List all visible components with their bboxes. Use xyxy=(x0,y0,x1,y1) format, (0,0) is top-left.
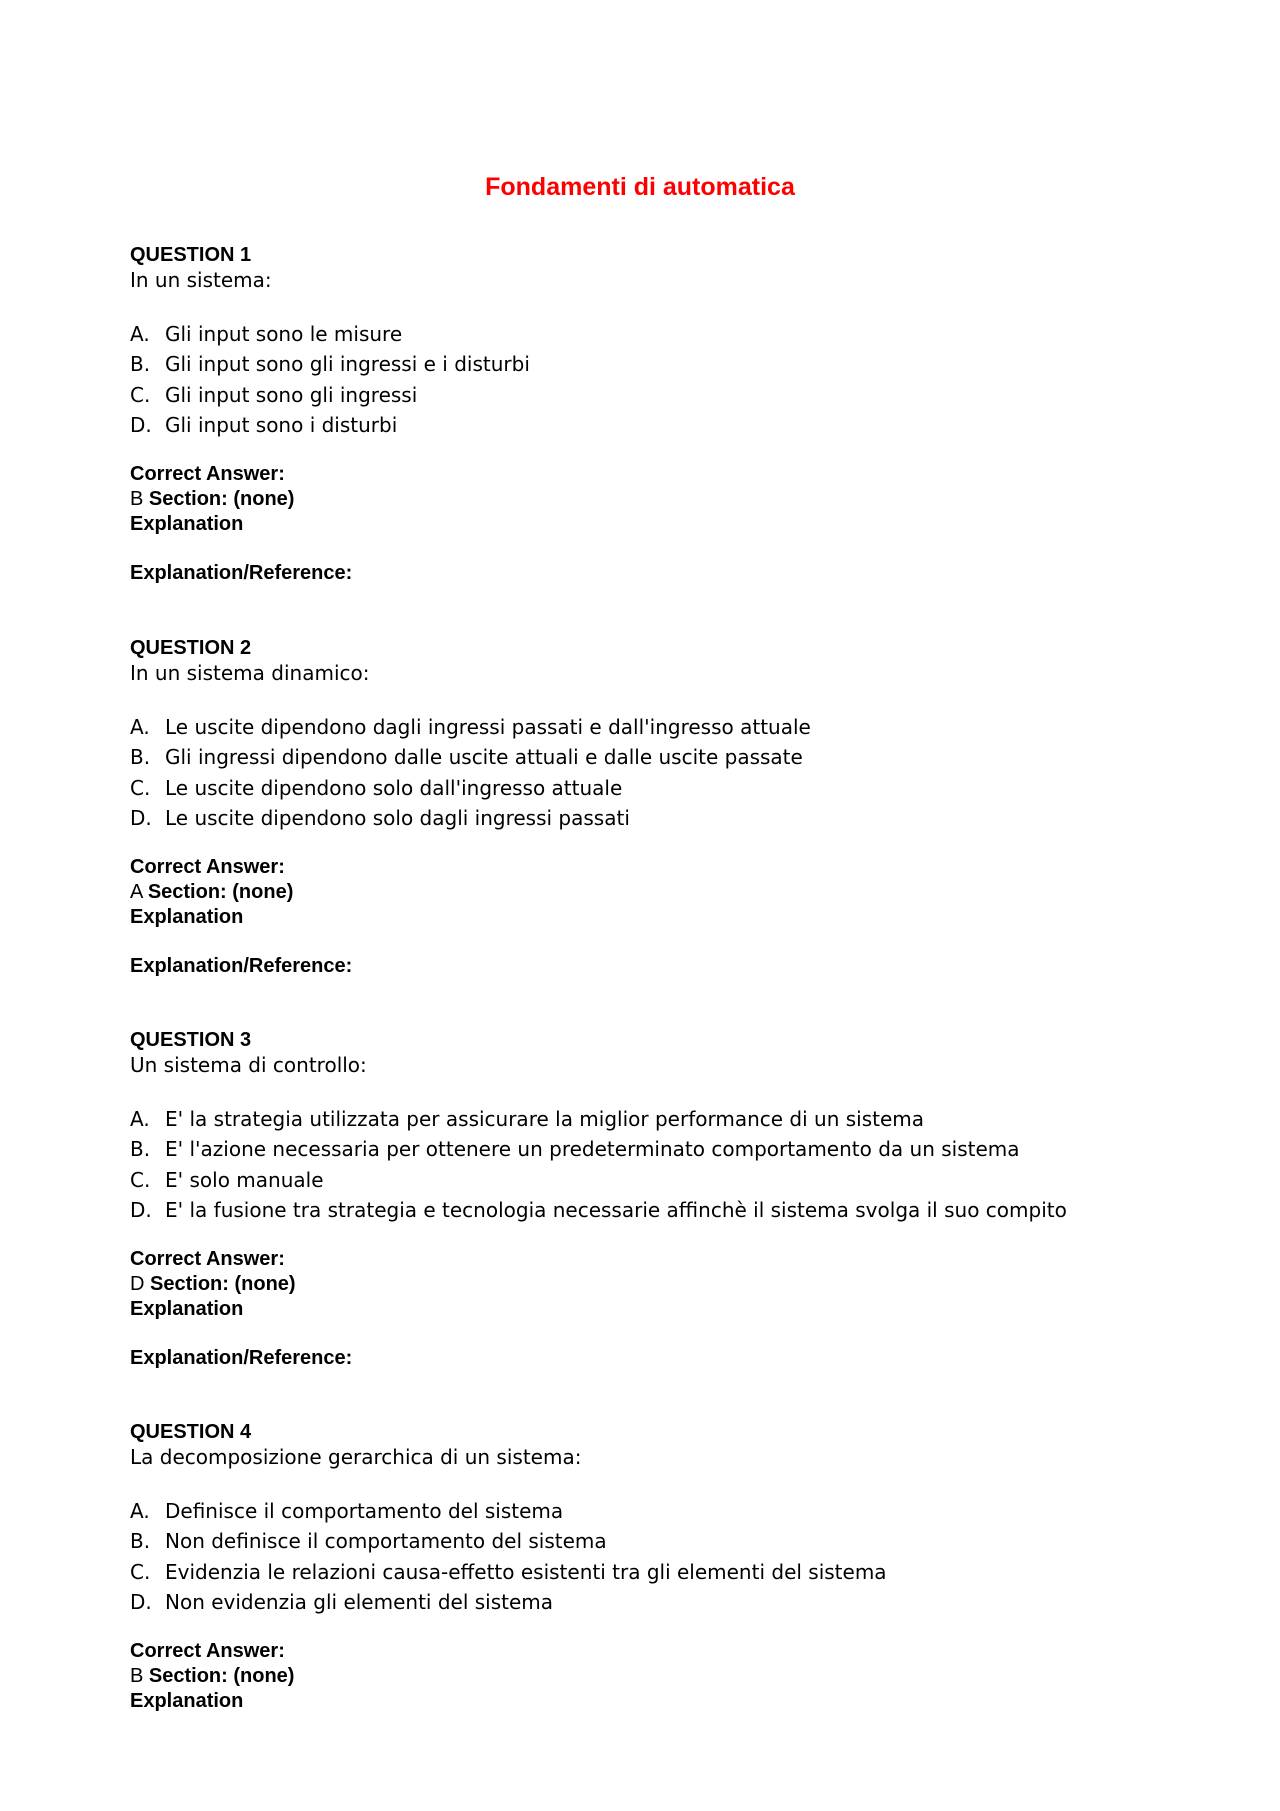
option-letter: B. xyxy=(130,745,151,770)
question-block xyxy=(130,1420,1180,1714)
option-text: Gli input sono gli ingressi xyxy=(165,382,418,407)
question-text: Un sistema di controllo: xyxy=(130,1053,367,1077)
correct-answer-value: B xyxy=(130,488,144,511)
answer-meta xyxy=(130,1247,1180,1322)
explanation-reference-label: Explanation/Reference: xyxy=(130,562,353,585)
question-label: QUESTION 4 xyxy=(130,1421,252,1443)
answer-option xyxy=(130,1165,1180,1195)
option-letter: C. xyxy=(130,1559,151,1584)
question-block xyxy=(130,636,1180,979)
answer-option xyxy=(130,1104,1180,1134)
option-text: Le uscite dipendono dagli ingressi passati e dall'ingresso attuale xyxy=(165,715,811,739)
answer-option xyxy=(130,1526,1180,1556)
question-label: QUESTION 2 xyxy=(130,637,252,659)
question-text: La decomposizione gerarchica di un sistema: xyxy=(130,1445,582,1469)
option-text: Gli input sono le misure xyxy=(165,322,403,346)
option-text: Gli input sono gli ingressi e i disturbi xyxy=(165,352,530,377)
option-letter: D. xyxy=(130,805,152,830)
answer-options xyxy=(130,1496,1180,1617)
option-text: Definisce il comportamento del sistema xyxy=(165,1499,564,1523)
option-text: Le uscite dipendono solo dall'ingresso attuale xyxy=(165,775,623,800)
section-label: Section: (none) xyxy=(148,488,295,511)
option-letter: C. xyxy=(130,775,151,800)
option-text: E' la strategia utilizzata per assicurare la miglior performance di un sistema xyxy=(165,1107,925,1131)
correct-answer-label: Correct Answer: xyxy=(130,856,285,879)
answer-section-line xyxy=(130,487,1180,512)
option-text: E' la fusione tra strategia e tecnologia necessarie affinchè il sistema svolga il suo compito xyxy=(165,1197,1067,1222)
explanation-label: Explanation xyxy=(130,906,244,929)
answer-option xyxy=(130,1557,1180,1587)
explanation-label: Explanation xyxy=(130,1298,244,1321)
answer-option xyxy=(130,742,1180,772)
question-label: QUESTION 1 xyxy=(130,244,252,266)
option-letter: B. xyxy=(130,1529,151,1554)
answer-option xyxy=(130,319,1180,349)
option-letter: C. xyxy=(130,1167,151,1192)
option-text: Non evidenzia gli elementi del sistema xyxy=(165,1589,554,1614)
question-text: In un sistema: xyxy=(130,268,272,292)
answer-options xyxy=(130,319,1180,440)
option-letter: D. xyxy=(130,412,152,437)
option-letter: A. xyxy=(130,1499,150,1523)
explanation-reference-label: Explanation/Reference: xyxy=(130,955,353,978)
answer-option xyxy=(130,1496,1180,1526)
answer-meta xyxy=(130,1639,1180,1714)
question-label: QUESTION 3 xyxy=(130,1029,252,1051)
correct-answer-label: Correct Answer: xyxy=(130,463,285,486)
document-title: Fondamenti di automatica xyxy=(485,173,795,201)
option-letter: A. xyxy=(130,715,150,739)
answer-meta xyxy=(130,462,1180,537)
answer-option xyxy=(130,1134,1180,1164)
answer-meta xyxy=(130,855,1180,930)
answer-section-line xyxy=(130,880,1180,905)
correct-answer-label: Correct Answer: xyxy=(130,1248,285,1271)
answer-option xyxy=(130,410,1180,440)
correct-answer-value: D xyxy=(130,1273,145,1296)
option-letter: B. xyxy=(130,352,151,377)
answer-section-line xyxy=(130,1272,1180,1297)
section-label: Section: (none) xyxy=(150,1273,296,1296)
explanation-reference-label: Explanation/Reference: xyxy=(130,1347,353,1370)
option-text: E' l'azione necessaria per ottenere un predeterminato comportamento da un sistema xyxy=(165,1137,1020,1162)
option-text: Gli ingressi dipendono dalle uscite attuali e dalle uscite passate xyxy=(165,745,803,770)
answer-options xyxy=(130,1104,1180,1225)
option-text: Non definisce il comportamento del sistema xyxy=(165,1529,607,1554)
explanation-label: Explanation xyxy=(130,1690,244,1713)
answer-option xyxy=(130,1195,1180,1225)
option-text: Le uscite dipendono solo dagli ingressi passati xyxy=(165,805,630,830)
correct-answer-value: A xyxy=(130,881,143,904)
option-letter: D. xyxy=(130,1589,152,1614)
question-text: In un sistema dinamico: xyxy=(130,661,370,685)
option-letter: D. xyxy=(130,1197,152,1222)
option-text: Evidenzia le relazioni causa-effetto esistenti tra gli elementi del sistema xyxy=(165,1559,887,1584)
correct-answer-value: B xyxy=(130,1665,144,1688)
answer-option xyxy=(130,349,1180,379)
option-letter: C. xyxy=(130,382,151,407)
question-block xyxy=(130,1028,1180,1371)
answer-option xyxy=(130,803,1180,833)
answer-section-line xyxy=(130,1664,1180,1689)
option-letter: A. xyxy=(130,322,150,346)
option-letter: A. xyxy=(130,1107,150,1131)
option-text: Gli input sono i disturbi xyxy=(165,412,398,437)
answer-option xyxy=(130,712,1180,742)
answer-option xyxy=(130,1587,1180,1617)
option-text: E' solo manuale xyxy=(165,1167,324,1192)
answer-option xyxy=(130,380,1180,410)
answer-option xyxy=(130,773,1180,803)
option-letter: B. xyxy=(130,1137,151,1162)
explanation-label: Explanation xyxy=(130,513,244,536)
correct-answer-label: Correct Answer: xyxy=(130,1640,285,1663)
question-block xyxy=(130,243,1180,586)
section-label: Section: (none) xyxy=(148,1665,295,1688)
answer-options xyxy=(130,712,1180,833)
section-label: Section: (none) xyxy=(147,881,294,904)
